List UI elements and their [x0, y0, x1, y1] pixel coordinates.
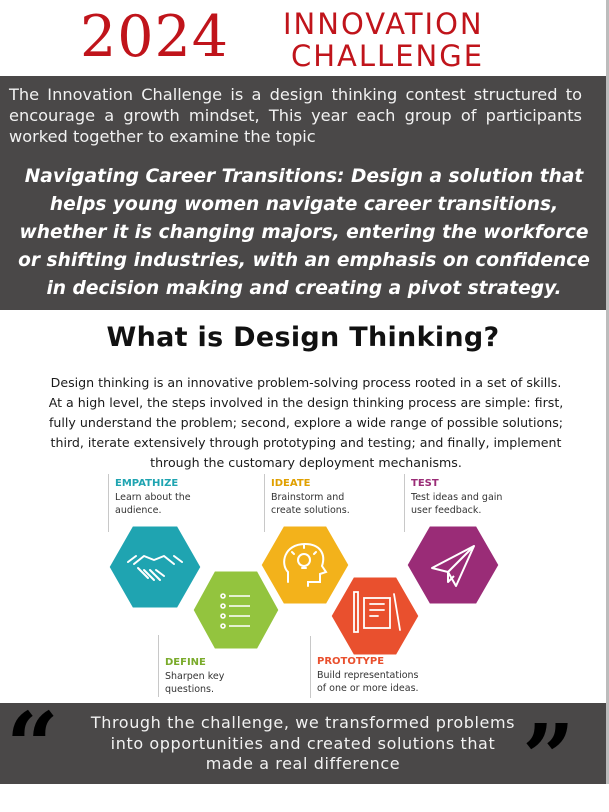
- step-define-description: Sharpen key questions.: [165, 671, 225, 695]
- step-ideate-description: Brainstorm and create solutions.: [271, 492, 350, 516]
- step-test-description: Test ideas and gain user feedback.: [411, 492, 503, 516]
- title-line-1: INNOVATION: [283, 7, 484, 41]
- step-ideate-title: IDEATE: [271, 478, 311, 489]
- challenge-topic: Navigating Career Transitions: Design a solution that helps young women navigate career transitions, whether it is changing majors, entering the workforce or shifting industries, with an emphasis on confidence in decision making and creating a pivot strategy.: [18, 166, 590, 299]
- define-hexagon: [192, 570, 280, 650]
- step-define-title: DEFINE: [165, 657, 206, 668]
- title-line-2: CHALLENGE: [291, 39, 485, 73]
- open-quote-icon: “: [6, 692, 59, 800]
- prototype-hexagon: [330, 576, 420, 655]
- test-hexagon: [406, 525, 500, 605]
- design-thinking-paragraph: Design thinking is an innovative problem-solving process rooted in a set of skills. At a high level, the steps involved in the design thinking process are simple: first, fully understand the problem; second, explore a wide range of possible solutions; third, iterate extensively through prototyping and testing; and finally, implement through the customary deployment mechanisms.: [48, 375, 564, 470]
- step-empathize-title: EMPATHIZE: [115, 478, 179, 489]
- design-thinking-heading: What is Design Thinking?: [106, 322, 500, 353]
- intro-paragraph: The Innovation Challenge is a design thinking contest structured to encourage a growth mindset, This year each group of participants worked together to examine the topic: [9, 85, 582, 146]
- step-empathize-description: Learn about the audience.: [115, 492, 191, 516]
- closing-quote: Through the challenge, we transformed problems into opportunities and created solutions that made a real difference: [90, 713, 516, 773]
- empathize-hexagon: [108, 525, 202, 609]
- year-title: 2024: [80, 4, 230, 70]
- step-test-title: TEST: [411, 478, 439, 489]
- design-thinking-diagram: [108, 520, 508, 655]
- step-prototype-title: PROTOTYPE: [317, 656, 385, 667]
- step-prototype-description: Build representations of one or more ideas.: [317, 670, 419, 694]
- close-quote-icon: ”: [522, 704, 575, 812]
- ideate-hexagon: [260, 525, 350, 605]
